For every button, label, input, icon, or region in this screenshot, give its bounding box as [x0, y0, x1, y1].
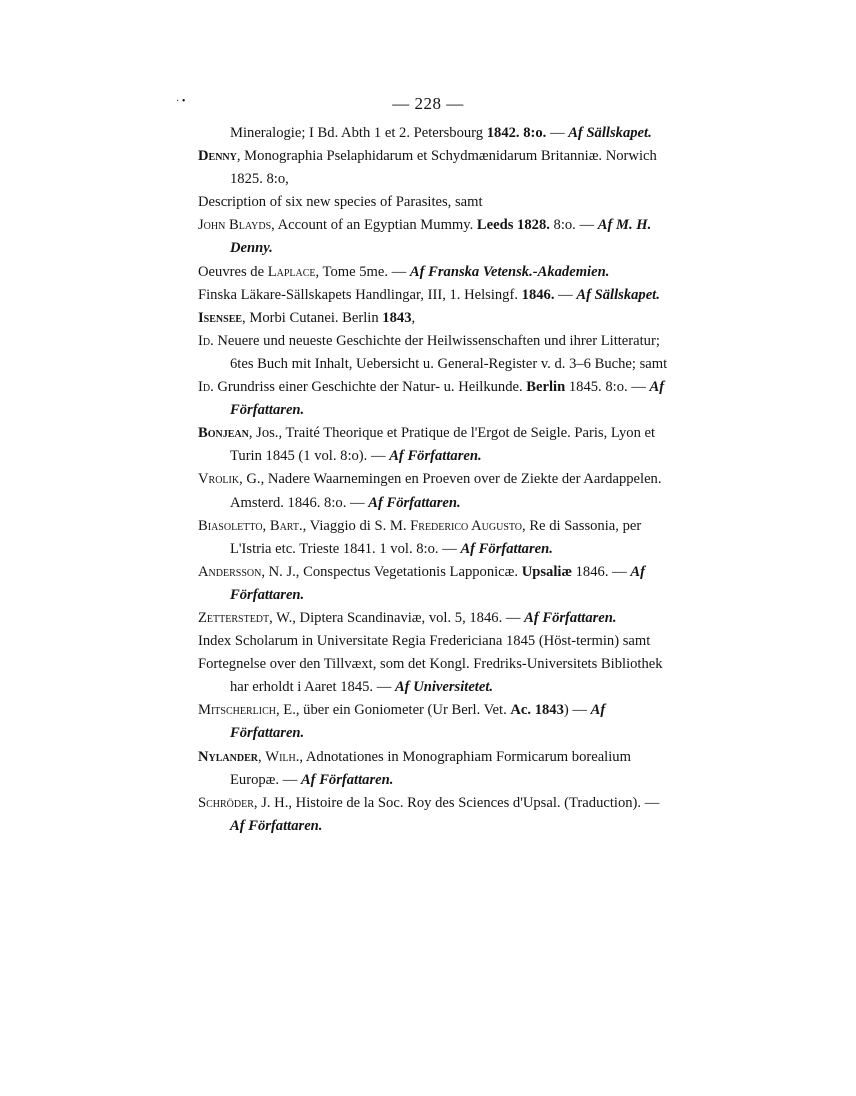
list-item: John Blayds, Account of an Egyptian Mummy. Leeds 1828. 8:o. — Af M. H. Denny. — [198, 217, 652, 257]
list-item: Nylander, Wilh., Adnotationes in Monographiam Formicarum borealium Europæ. — Af Författaren. — [198, 748, 631, 788]
bibliography-list — [198, 122, 668, 838]
list-item: Oeuvres de Laplace, Tome 5me. — Af Franska Vetensk.-Akademien. — [198, 263, 610, 280]
list-item: Mitscherlich, E., über ein Goniometer (Ur Berl. Vet. Ac. 1843) — Af Författaren. — [198, 702, 606, 742]
list-item: Denny, Monographia Pselaphidarum et Schydmænidarum Britanniæ. Norwich 1825. 8:o, — [198, 148, 657, 188]
list-item: Id. Grundriss einer Geschichte der Natur- u. Heilkunde. Berlin 1845. 8:o. — Af Författaren. — [198, 379, 665, 419]
list-item: Schröder, J. H., Histoire de la Soc. Roy des Sciences d'Upsal. (Traduction). — Af Författaren. — [198, 794, 660, 834]
list-item: Index Scholarum in Universitate Regia Fredericiana 1845 (Höst-termin) samt — [198, 633, 651, 650]
list-item: Isensee, Morbi Cutanei. Berlin 1843, — [198, 309, 416, 326]
list-item: Biasoletto, Bart., Viaggio di S. M. Frederico Augusto, Re di Sassonia, per L'Istria etc. Trieste 1841. 1 vol. 8:o. — Af Författaren. — [198, 517, 642, 557]
list-item: Finska Läkare-Sällskapets Handlingar, III, 1. Helsingf. 1846. — Af Sällskapet. — [198, 286, 660, 303]
list-item: Vrolik, G., Nadere Waarnemingen en Proeven over de Ziekte der Aardappelen. Amsterd. 1846. 8:o. — Af Författaren. — [198, 471, 662, 511]
list-item: Zetterstedt, W., Diptera Scandinaviæ, vol. 5, 1846. — Af Författaren. — [198, 609, 617, 626]
page-corner-mark: · • — [176, 96, 186, 107]
list-item: Bonjean, Jos., Traité Theorique et Pratique de l'Ergot de Seigle. Paris, Lyon et Turin 1845 (1 vol. 8:o). — Af Författaren. — [198, 425, 656, 465]
list-item: Andersson, N. J., Conspectus Vegetationis Lapponicæ. Upsaliæ 1846. — Af Författaren. — [198, 563, 645, 603]
list-item: Fortegnelse over den Tillvæxt, som det Kongl. Fredriks-Universitets Bibliothek har erholdt i Aaret 1845. — Af Universitetet. — [198, 656, 663, 696]
list-item: Id. Neuere und neueste Geschichte der Heilwissenschaften und ihrer Litteratur; 6tes Buch mit Inhalt, Uebersicht u. General-Register v. d. 3–6 Buche; samt — [198, 332, 668, 372]
list-item: Mineralogie; I Bd. Abth 1 et 2. Petersbourg 1842. 8:o. — Af Sällskapet. — [230, 125, 652, 141]
list-item: Description of six new species of Parasites, samt — [198, 194, 483, 211]
page-number: — 228 — — [392, 94, 464, 113]
